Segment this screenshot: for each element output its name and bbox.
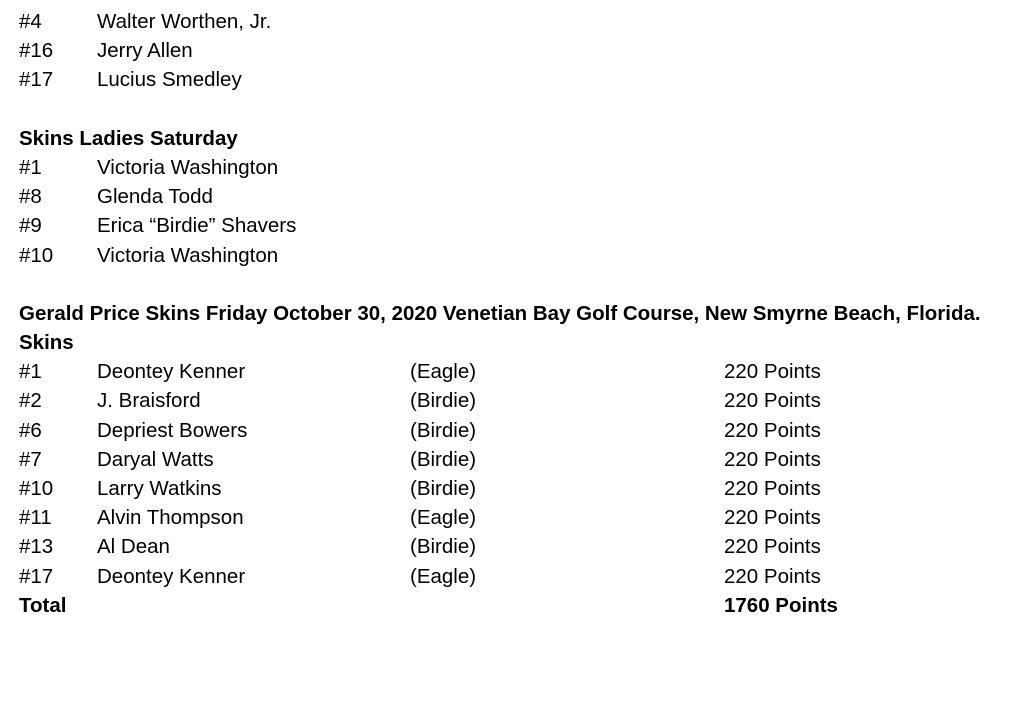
hole-number: #17	[19, 564, 54, 588]
table-row	[19, 416, 1009, 445]
points: 220 Points	[724, 418, 821, 442]
section-heading: Gerald Price Skins Friday October 30, 2020 Venetian Bay Golf Course, New Smyrne Beach, Florida.	[19, 301, 981, 325]
score-type: (Birdie)	[410, 477, 477, 500]
document-page	[19, 7, 1009, 620]
hole-number: #17	[19, 68, 54, 92]
hole-number: #6	[19, 418, 42, 442]
hole-number: #10	[19, 477, 54, 500]
player-name: Victoria Washington	[97, 155, 279, 179]
player-name: Depriest Bowers	[97, 418, 248, 442]
hole-number: #8	[19, 185, 42, 209]
hole-number: #4	[19, 10, 42, 33]
total-label: Total	[19, 593, 67, 617]
hole-number: #7	[19, 447, 42, 471]
list-item	[19, 36, 1009, 65]
table-row	[19, 474, 1009, 503]
list-item	[19, 7, 1009, 36]
points: 220 Points	[724, 447, 821, 471]
score-type: (Birdie)	[410, 418, 477, 442]
player-name: Victoria Washington	[97, 243, 279, 267]
ladies-section	[19, 124, 1009, 270]
points: 220 Points	[724, 564, 821, 588]
section-subheading: Skins	[19, 331, 74, 355]
points: 220 Points	[724, 506, 821, 530]
points: 220 Points	[724, 360, 821, 384]
hole-number: #2	[19, 389, 42, 413]
list-item	[19, 211, 1009, 240]
list-item	[19, 65, 1009, 94]
hole-number: #13	[19, 535, 54, 559]
hole-number: #10	[19, 243, 54, 267]
player-name: Deontey Kenner	[97, 360, 246, 384]
spacer	[19, 95, 1009, 124]
gerald-section	[19, 299, 1009, 620]
hole-number: #16	[19, 39, 54, 63]
list-item	[19, 241, 1009, 270]
score-type: (Eagle)	[410, 506, 477, 530]
score-type: (Eagle)	[410, 564, 477, 588]
list-item	[19, 182, 1009, 211]
hole-number: #1	[19, 360, 42, 384]
player-name: Walter Worthen, Jr.	[97, 10, 272, 33]
table-row	[19, 562, 1009, 591]
player-name: Alvin Thompson	[97, 506, 244, 530]
player-name: Glenda Todd	[97, 185, 213, 209]
score-type: (Eagle)	[410, 360, 477, 384]
score-type: (Birdie)	[410, 447, 477, 471]
player-name: Daryal Watts	[97, 447, 214, 471]
table-row	[19, 386, 1009, 415]
table-row	[19, 503, 1009, 532]
player-name: Al Dean	[97, 535, 170, 559]
table-row	[19, 357, 1009, 386]
player-name: Deontey Kenner	[97, 564, 246, 588]
points: 220 Points	[724, 477, 821, 500]
total-row	[19, 591, 1009, 620]
player-name: Jerry Allen	[97, 39, 193, 63]
top-list	[19, 7, 1009, 95]
points: 220 Points	[724, 389, 821, 413]
score-type: (Birdie)	[410, 389, 477, 413]
player-name: Lucius Smedley	[97, 68, 242, 92]
player-name: J. Braisford	[97, 389, 201, 413]
player-name: Erica “Birdie” Shavers	[97, 214, 297, 238]
player-name: Larry Watkins	[97, 477, 222, 500]
score-type: (Birdie)	[410, 535, 477, 559]
section-heading: Skins Ladies Saturday	[19, 126, 238, 150]
hole-number: #9	[19, 214, 42, 238]
table-row	[19, 532, 1009, 561]
hole-number: #11	[19, 506, 52, 530]
total-points: 1760 Points	[724, 593, 838, 617]
table-row	[19, 445, 1009, 474]
spacer	[19, 270, 1009, 299]
list-item	[19, 153, 1009, 182]
points: 220 Points	[724, 535, 821, 559]
hole-number: #1	[19, 155, 42, 179]
